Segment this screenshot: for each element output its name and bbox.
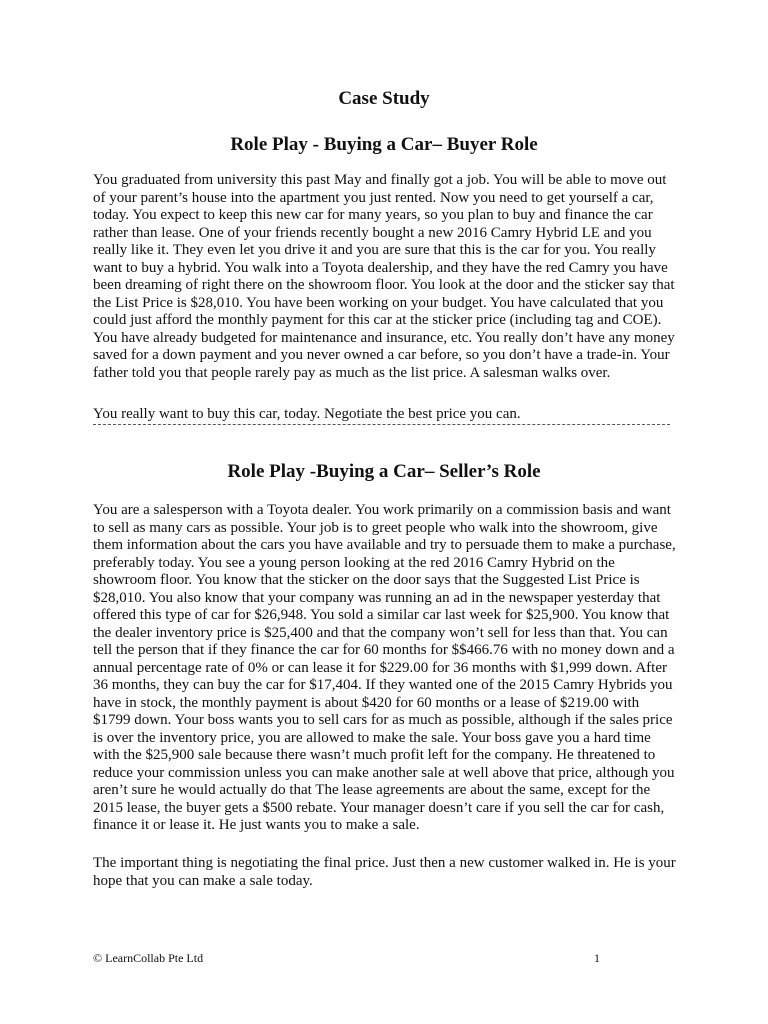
case-study-title: Case Study: [338, 88, 430, 109]
seller-role-heading: Role Play -Buying a Car– Seller’s Role: [227, 461, 541, 482]
buyer-role-instruction: You really want to buy this car, today. Negotiate the best price you can.: [93, 406, 521, 422]
buyer-role-paragraph: You graduated from university this past May and finally got a job. You will be able to move out of your parent’s house into the apartment you just rented. Now you need to get yourself a car, today. You expect to keep this new car for many years, so you plan to buy and finance the car rather than lease. One of your friends recently bought a new 2016 Camry Hybrid LE and you really like it. They even let you drive it and you are sure that this is the car for you. You really want to buy a hybrid. You walk into a Toyota dealership, and they have the red Camry you have been dreaming of right there on the showroom floor. You look at the door and the sticker say that the List Price is $28,010. You have been working on your budget. You have calculated that you could just afford the monthly payment for this car at the sticker price (including tag and COE). You have already budgeted for maintenance and insurance, etc. You really don’t have any money saved for a down payment and you never owned a car before, so you don’t have a trade-in. Your father told you that people rarely pay as much as the list price. A salesman walks over.: [93, 172, 675, 381]
seller-role-closing-paragraph: The important thing is negotiating the final price. Just then a new customer walked in. He is your hope that you can make a sale today.: [93, 855, 676, 889]
seller-role-paragraph: You are a salesperson with a Toyota dealer. You work primarily on a commission basis and want to sell as many cars as possible. Your job is to greet people who walk into the showroom, give them information about the cars you have available and try to persuade them to make a purchase, preferably today. You see a young person looking at the red 2016 Camry Hybrid on the showroom floor. You know that the sticker on the door says that the Suggested List Price is $28,010. You also know that your company was running an ad in the newspaper yesterday that offered this type of car for $26,948. You sold a similar car last week for $25,900. You know that the dealer inventory price is $25,400 and that the company won’t sell for less than that. You can tell the person that if they finance the car for 60 months for $$466.76 with no money down and a annual percentage rate of 0% or can lease it for $229.00 for 36 months with $1,999 down. After 36 months, they can buy the car for $17,404. If they wanted one of the 2015 Camry Hybrids you have in stock, the monthly payment is about $420 for 60 months or a lease of $219.00 with $1799 down. Your boss wants you to sell cars for as much as possible, although if the sales price is over the inventory price, you are allowed to make the sale. Your boss gave you a hard time with the $25,900 sale because there wasn’t much profit left for the company. He threatened to reduce your commission unless you can make another sale at well above that price, although you aren’t sure he would actually do that The lease agreements are about the same, except for the 2015 lease, the buyer gets a $500 rebate. Your manager doesn’t care if you sell the car for cash, finance it or lease it. He just wants you to make a sale.: [93, 502, 676, 833]
section-divider: [93, 424, 670, 425]
buyer-role-heading: Role Play - Buying a Car– Buyer Role: [230, 134, 538, 155]
footer-page-number: 1: [594, 951, 600, 965]
footer-copyright: © LearnCollab Pte Ltd: [93, 951, 204, 965]
